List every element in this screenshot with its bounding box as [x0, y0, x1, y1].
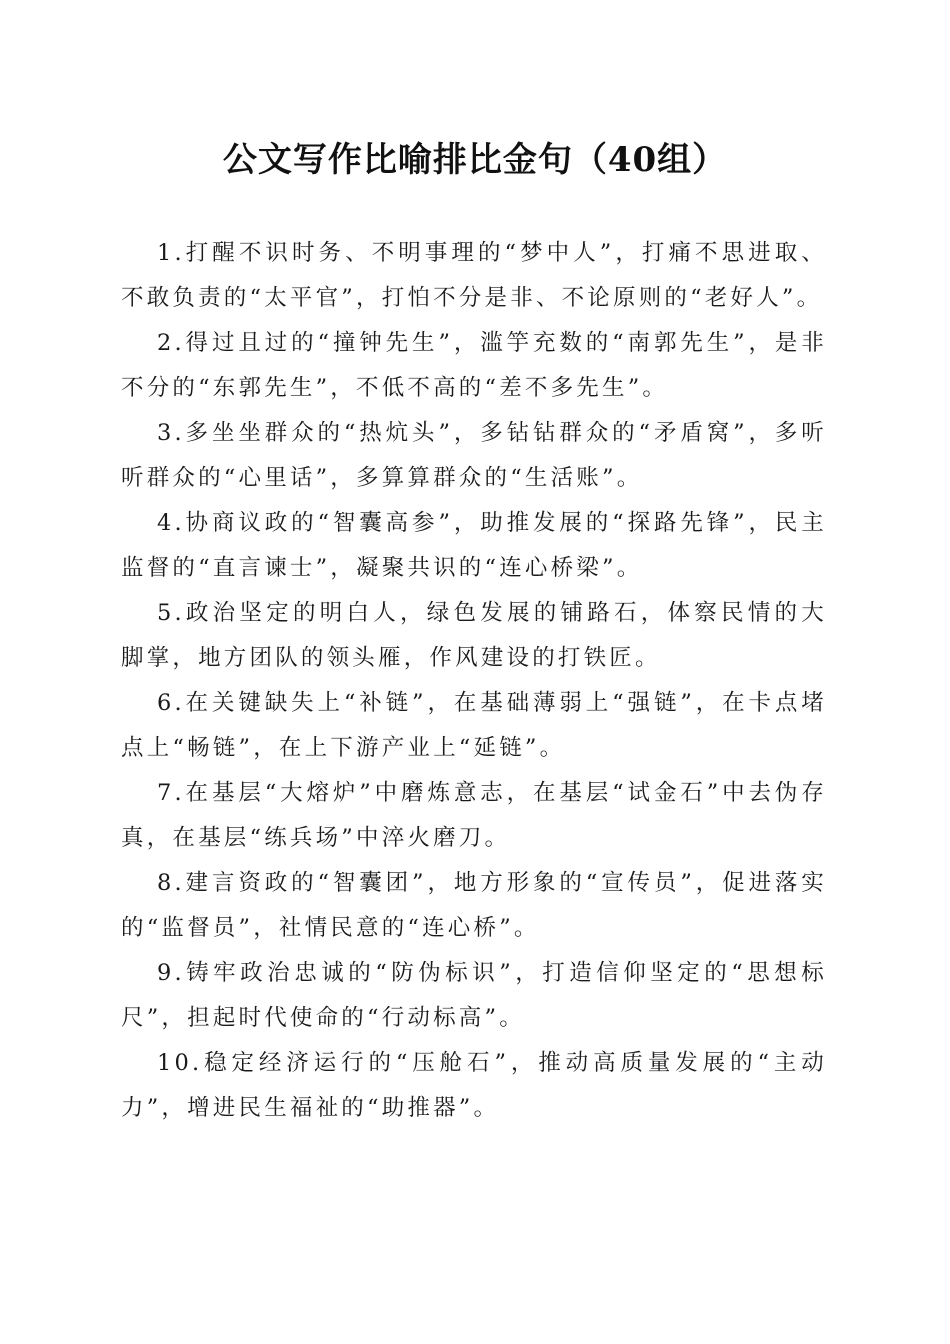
paragraph-5: 5.政治坚定的明白人，绿色发展的铺路石，体察民情的大脚掌，地方团队的领头雁，作风建设的打铁匠。	[121, 600, 827, 671]
paragraph-7: 7.在基层“大熔炉”中磨炼意志，在基层“试金石”中去伪存真，在基层“练兵场”中淬火磨刀。	[121, 780, 827, 851]
document-body	[121, 231, 827, 1131]
paragraph-6: 6.在关键缺失上“补链”，在基础薄弱上“强链”，在卡点堵点上“畅链”，在上下游产业上“延链”。	[121, 690, 827, 761]
paragraph-2: 2.得过且过的“撞钟先生”，滥竽充数的“南郭先生”，是非不分的“东郭先生”，不低不高的“差不多先生”。	[121, 330, 827, 401]
paragraph-3: 3.多坐坐群众的“热炕头”，多钻钻群众的“矛盾窝”，多听听群众的“心里话”，多算算群众的“生活账”。	[121, 420, 827, 491]
document-title: 公文写作比喻排比金句（40组）	[222, 140, 728, 180]
paragraph-10: 10.稳定经济运行的“压舱石”，推动高质量发展的“主动力”，增进民生福祉的“助推器”。	[121, 1050, 827, 1121]
paragraph-8: 8.建言资政的“智囊团”，地方形象的“宣传员”，促进落实的“监督员”，社情民意的“连心桥”。	[121, 870, 827, 941]
paragraph-9: 9.铸牢政治忠诚的“防伪标识”，打造信仰坚定的“思想标尺”，担起时代使命的“行动标高”。	[121, 960, 827, 1031]
paragraph-4: 4.协商议政的“智囊高参”，助推发展的“探路先锋”，民主监督的“直言谏士”，凝聚共识的“连心桥梁”。	[121, 510, 827, 581]
paragraph-1: 1.打醒不识时务、不明事理的“梦中人”，打痛不思进取、不敢负责的“太平官”，打怕不分是非、不论原则的“老好人”。	[121, 240, 827, 311]
